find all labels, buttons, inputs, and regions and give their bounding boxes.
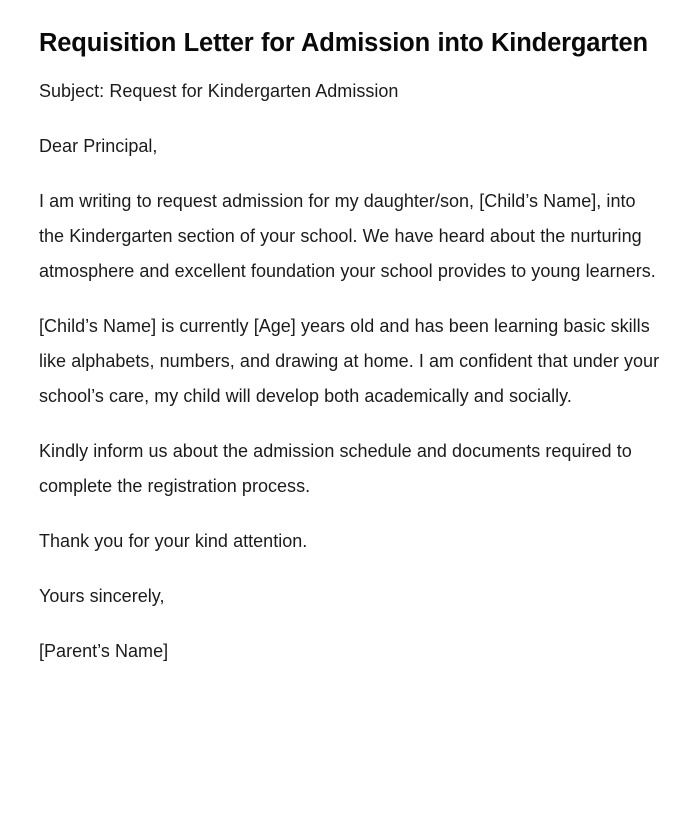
letter-body: [39, 0, 661, 669]
closing-line: Yours sincerely,: [39, 586, 165, 606]
page-title: Requisition Letter for Admission into Kindergarten: [39, 29, 648, 57]
body-paragraph-4: Thank you for your kind attention.: [39, 531, 308, 551]
signature-line: [Parent’s Name]: [39, 641, 169, 661]
salutation: Dear Principal,: [39, 136, 158, 156]
body-paragraph-1: I am writing to request admission for my daughter/son, [Child’s Name], into the Kindergarten section of your school. We have heard about the nurturing atmosphere and excellent foundation your school provides to young learners.: [39, 191, 656, 281]
subject-line: Subject: Request for Kindergarten Admission: [39, 81, 399, 101]
body-paragraph-2: [Child’s Name] is currently [Age] years old and has been learning basic skills like alphabets, numbers, and drawing at home. I am confident that under your school’s care, my child will develop both academically and socially.: [39, 316, 660, 406]
body-paragraph-3: Kindly inform us about the admission schedule and documents required to complete the registration process.: [39, 441, 632, 496]
